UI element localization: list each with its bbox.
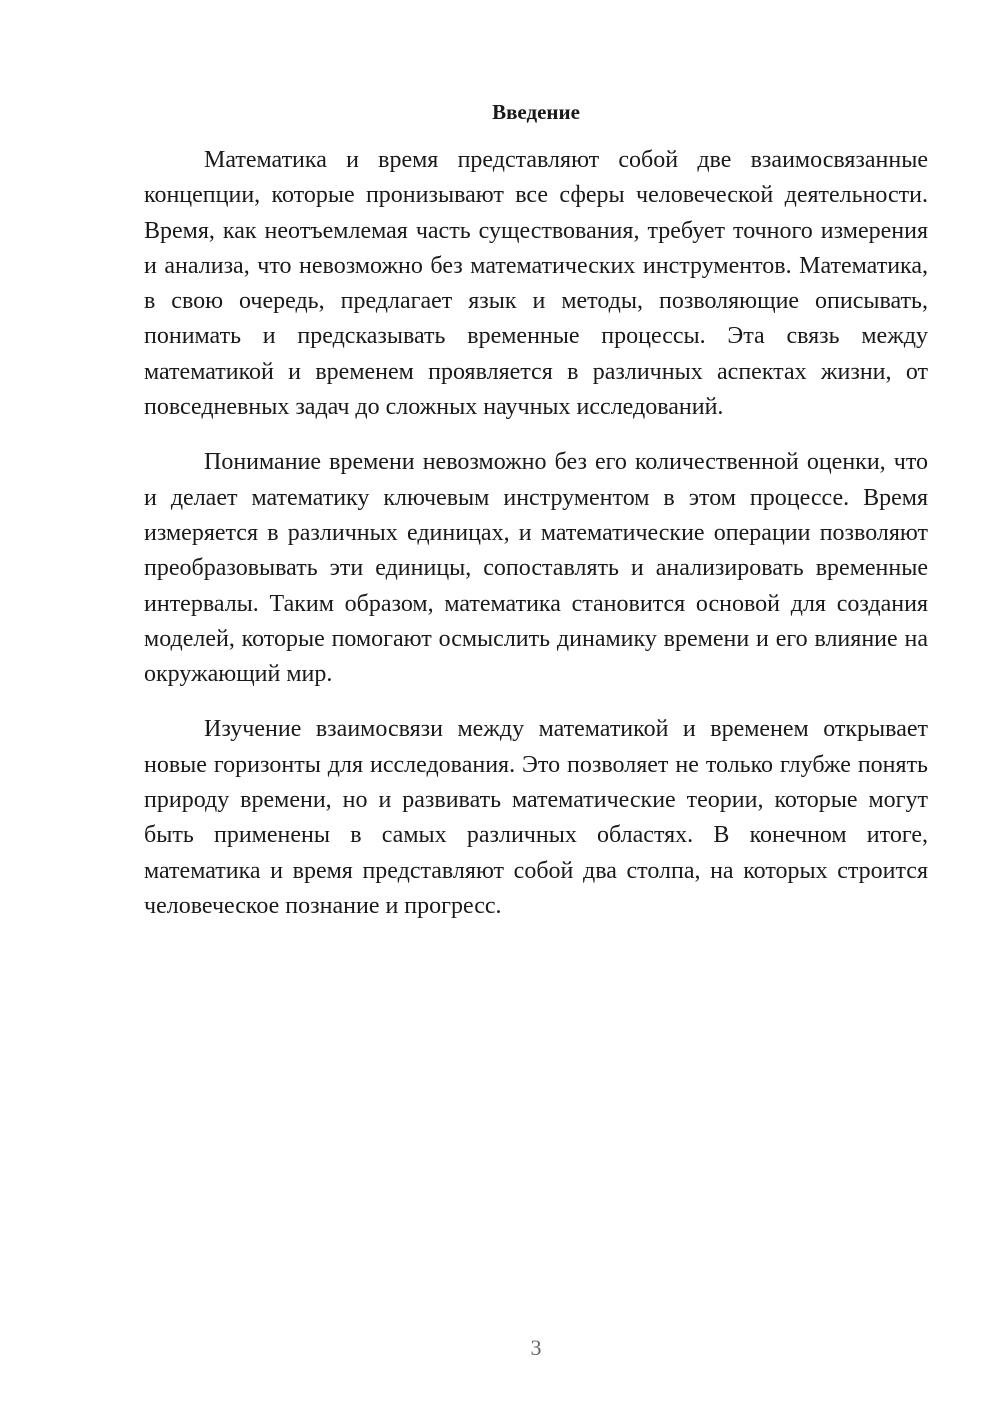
section-title: Введение — [492, 100, 580, 124]
paragraph-3: Изучение взаимосвязи между математикой и временем открывает новые горизонты для исследования. Это позволяет не только глубже понять природу времени, но и развивать математические теории, которые могут быть применены в самых различных областях. В конечном итоге, математика и время представляют собой два столпа, на которых строится человеческое познание и прогресс. — [144, 716, 928, 919]
paragraph-2: Понимание времени невозможно без его количественной оценки, что и делает математику ключевым инструментом в этом процессе. Время измеряется в различных единицах, и математические операции позволяют преобразовывать эти единицы, сопоставлять и анализировать временные интервалы. Таким образом, математика становится основой для создания моделей, которые помогают осмыслить динамику времени и его влияние на окружающий мир. — [144, 449, 928, 688]
paragraph-1: Математика и время представляют собой две взаимосвязанные концепции, которые пронизывают все сферы человеческой деятельности. Время, как неотъемлемая часть существования, требует точного измерения и анализа, что невозможно без математических инструментов. Математика, в свою очередь, предлагает язык и методы, позволяющие описывать, понимать и предсказывать временные процессы. Эта связь между математикой и временем проявляется в различных аспектах жизни, от повседневных задач до сложных научных исследований. — [144, 147, 928, 421]
body-text — [144, 143, 928, 924]
page-number: 3 — [530, 1335, 542, 1360]
